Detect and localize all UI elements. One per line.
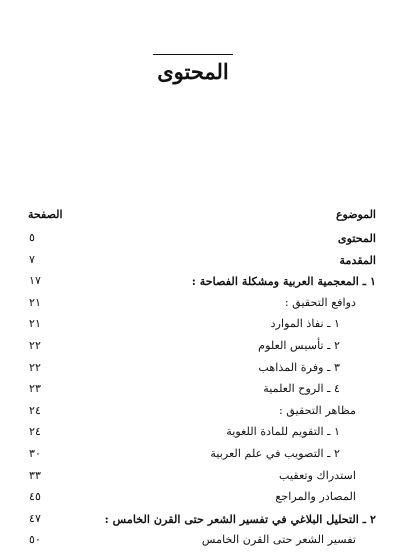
toc-entry-label: مظاهر التحقيق : [278,403,356,417]
toc-entry-page: ٤٧ [29,511,42,525]
toc-entry [28,379,376,401]
toc-entry-page: ٥٠ [29,533,42,547]
toc-entry-page: ٢٣ [29,382,42,396]
toc-entry-label: استدراك وتعقيب [279,468,356,482]
toc-entry [28,487,376,509]
toc-entry [28,293,376,315]
topic-column-header: الموضوع [335,208,376,221]
toc-entry [28,314,376,336]
toc-entry [28,530,376,552]
toc-header [28,208,376,228]
toc-entry-page: ٥ [29,231,36,244]
toc-entry-page: ٢٢ [29,360,42,374]
toc-entry-label: ٢ ـ التصويب في علم العربية [210,446,340,460]
toc-entry [28,336,376,358]
toc-entry [28,271,376,293]
toc-entry-label: ٢ ـ تأسيس العلوم [258,338,340,352]
toc-list [28,228,376,552]
toc-entry-label: دوافع التحقيق : [284,295,356,309]
toc-entry-page: ٢١ [29,317,42,331]
title-overline [153,54,233,55]
page-column-header: الصفحة [28,208,63,221]
toc-entry-label: تفسير الشعر حتى القرن الخامس [201,533,356,547]
toc-entry-page: ٢٤ [29,425,42,439]
toc-entry-page: ٢١ [29,295,42,309]
toc-entry-label: ٤ ـ الروح العلمية [263,382,340,396]
toc-entry-page: ٤٥ [29,490,42,504]
toc-entry-page: ٣٠ [29,446,42,460]
toc-entry-label: ٢ ـ التحليل البلاغي في تفسير الشعر حتى القرن الخامس : [104,511,376,526]
toc-entry [28,228,376,250]
toc-entry-label: ٣ ـ وفرة المذاهب [258,360,340,374]
toc-entry-label: المحتوى [337,231,376,245]
toc-entry-page: ٢٤ [29,403,42,417]
toc-entry-label: المصادر والمراجع [275,490,356,504]
toc-entry [28,358,376,380]
toc-entry [28,422,376,444]
toc-entry [28,401,376,423]
toc-entry-label: ١ ـ المعجمية العربية ومشكلة الفصاحة : [191,274,376,289]
toc-entry-page: ٧ [29,252,36,266]
toc-entry-label: ١ ـ التقويم للمادة اللغوية [226,425,340,439]
toc-entry-page: ٢٢ [29,338,42,352]
toc-entry [28,444,376,466]
page-title: المحتوى [157,59,229,84]
toc-entry-page: ١٧ [29,274,42,288]
toc-entry-label: المقدمة [339,252,376,267]
toc-entry-label: ١ ـ نفاذ الموارد [270,317,340,331]
toc-entry [28,250,376,272]
toc-entry-page: ٣٣ [29,468,42,482]
toc-entry [28,509,376,531]
toc-entry [28,466,376,488]
